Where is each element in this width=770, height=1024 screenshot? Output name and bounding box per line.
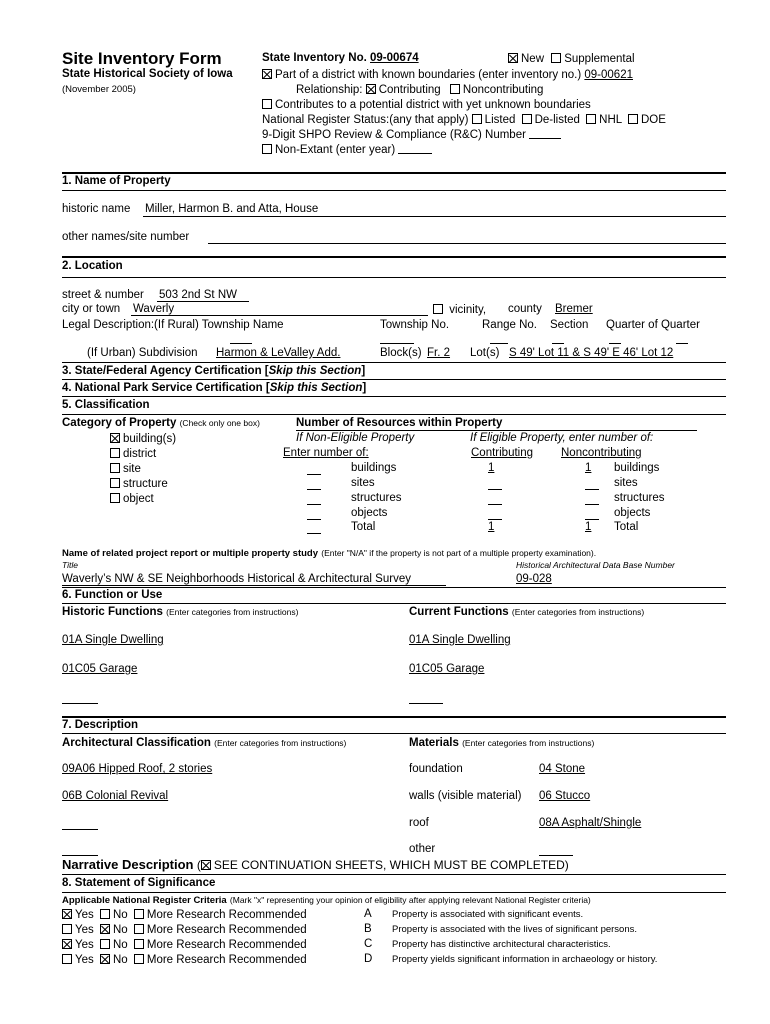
historic-function-3-field[interactable] [62,703,98,704]
historic-name-value[interactable]: Miller, Harmon B. and Atta, House [145,203,319,215]
criterion-b-text: Property is associated with the lives of significant persons. [392,924,638,935]
street-value[interactable]: 503 2nd St NW [159,289,237,301]
current-functions-hint: (Enter categories from instructions) [511,607,645,617]
b-no-checkbox[interactable] [100,924,110,934]
range-no-field[interactable] [490,343,508,344]
nonextant-checkbox[interactable] [262,144,272,154]
inventory-number[interactable]: 09-00674 [370,52,419,64]
criterion-a-letter: A [364,908,372,920]
historic-functions-row [62,607,298,619]
structure-checkbox[interactable] [110,478,120,488]
s1-heading: 1. Name of Property [62,175,171,187]
criterion-a-text: Property is associated with significant events. [392,909,584,920]
vicinity-checkbox[interactable] [433,304,443,314]
narrative-row: Narrative Description ( SEE CONTINUATION SHEETS, WHICH MUST BE COMPLETED) [62,857,569,872]
row-sites: sites [351,477,375,489]
nr-status-row [262,114,666,127]
contributing-structures-field[interactable] [488,504,502,505]
township-no-field[interactable] [380,343,414,344]
listed-label: Listed [484,114,516,126]
relationship-label: Relationship: [296,84,363,96]
criteria-hint: (Mark "x" representing your opinion of eligibility after applying relevant National Register criteria) [229,895,591,905]
current-function-3-field[interactable] [409,703,443,704]
criterion-c-text: Property has distinctive architectural characteristics. [392,939,611,950]
title-label: Title [62,560,78,570]
db-number-value[interactable]: 09-028 [516,573,552,585]
street-label: street & number [62,289,144,301]
section-label: Section [550,319,589,331]
cat-district[interactable]: district [110,448,156,461]
elig-row-total: Total [614,521,639,533]
arch-class-hint: (Enter categories from instructions) [214,738,347,748]
contributing-objects-field[interactable] [488,519,502,520]
site-checkbox[interactable] [110,463,120,473]
noncontributing-checkbox[interactable] [450,84,460,94]
divider [62,716,726,718]
object-checkbox[interactable] [110,493,120,503]
category-label: Category of Property [62,417,177,429]
noneligible-sites-field[interactable] [307,489,321,490]
d-yes-checkbox[interactable] [62,954,72,964]
c-yes-checkbox[interactable] [62,939,72,949]
db-number-label: Historical Architectural Data Base Number [516,560,675,570]
legal-label: Legal Description:(If Rural) Township Name [62,319,284,331]
a-yes-checkbox[interactable] [62,909,72,919]
narrative-text: SEE CONTINUATION SHEETS, WHICH MUST BE COMPLETED) [213,858,569,872]
urban-label: (If Urban) Subdivision [87,347,198,359]
city-line [131,315,428,316]
s4-heading: 4. National Park Service Certification [Skip this Section] [62,382,367,394]
cat-object[interactable]: object [110,493,154,506]
divider [62,277,726,278]
resources-line [296,430,697,431]
other-material-label: other [409,843,436,855]
district-text: Part of a district with known boundaries (enter inventory no.) [275,69,582,81]
vicinity-row [433,304,486,317]
cat-site[interactable]: site [110,463,141,476]
historic-name-line [143,216,726,217]
elig-row-structures: structures [614,492,665,504]
vicinity-label: vicinity, [449,304,487,316]
noncontributing-buildings-value[interactable]: 1 [585,462,592,474]
block-value[interactable]: Fr. 2 [427,347,451,359]
city-value[interactable]: Waverly [133,303,175,315]
d-more-checkbox[interactable] [134,954,144,964]
noncontributing-label: Noncontributing [462,84,544,96]
contributing-label: Contributing [378,84,441,96]
a-no-checkbox[interactable] [100,909,110,919]
nhl-label: NHL [599,114,622,126]
supplemental-label: Supplemental [564,53,635,65]
subdivision-value[interactable]: Harmon & LeValley Add. [216,347,341,359]
criterion-d-options: Yes No More Research Recommended [62,954,307,967]
range-no-label: Range No. [482,319,537,331]
criterion-b-letter: B [364,923,372,935]
study-title-value[interactable]: Waverly’s NW & SE Neighborhoods Historical & Architectural Survey [62,573,411,585]
narrative-label: Narrative Description [62,857,194,872]
city-label: city or town [62,303,121,315]
criteria-label: Applicable National Register Criteria [62,895,227,906]
c-no-checkbox[interactable] [100,939,110,949]
doe-checkbox[interactable] [628,114,638,124]
noncontributing-sites-field[interactable] [585,489,599,490]
related-study-hint: (Enter "N/A" if the property is not part of a multiple property examination). [321,548,597,558]
arch-class-4-field[interactable] [62,855,98,856]
non-eligible-label: If Non-Eligible Property [296,432,415,444]
related-study-label: Name of related project report or multiple property study [62,548,319,559]
current-functions-label: Current Functions [409,606,509,618]
row-structures: structures [351,492,402,504]
row-total: Total [351,521,376,533]
nhl-checkbox[interactable] [586,114,596,124]
s7-heading: 7. Description [62,719,139,731]
walls-label: walls (visible material) [409,790,522,802]
other-material-field[interactable] [539,855,573,856]
shpo-label: 9-Digit SHPO Review & Compliance (R&C) Number [262,129,526,141]
shpo-row [262,129,561,142]
elig-row-buildings: buildings [614,462,660,474]
criterion-a-options: Yes No More Research Recommended [62,909,307,922]
contributing-total-value[interactable]: 1 [488,521,495,533]
criterion-d-letter: D [364,953,373,965]
foundation-label: foundation [409,763,463,775]
divider [62,892,726,893]
quarter-field[interactable] [609,343,621,344]
nonextant-row [262,144,432,157]
divider [62,379,726,380]
divider [62,414,726,415]
district-checkbox[interactable] [262,69,272,79]
quarter-label: Quarter of Quarter [606,319,700,331]
study-title-line [62,585,446,586]
contributing-col-label: Contributing [471,447,534,459]
b-more-checkbox[interactable] [134,924,144,934]
inventory-number-row [262,53,419,65]
criterion-c-letter: C [364,938,373,950]
category-hint: (Check only one box) [179,418,260,428]
potential-district-label: Contributes to a potential district with yet unknown boundaries [275,99,591,111]
arch-class-label: Architectural Classification [62,737,211,749]
county-value[interactable]: Bremer [555,303,593,315]
section-field[interactable] [552,343,564,344]
potential-district-row [262,99,591,112]
township-no-label: Township No. [380,319,450,331]
county-label: county [508,303,542,315]
new-checkbox[interactable] [508,53,518,63]
arch-class-2[interactable]: 06B Colonial Revival [62,790,169,802]
c-more-checkbox[interactable] [134,939,144,949]
other-names-line[interactable] [208,243,726,244]
criterion-d-text: Property yields significant information in archaeology or history. [392,954,658,965]
historic-name-label: historic name [62,203,131,215]
delisted-label: De-listed [534,114,580,126]
materials-label: Materials [409,737,459,749]
shpo-field[interactable] [529,129,561,139]
elig-row-sites: sites [614,477,638,489]
a-more-checkbox[interactable] [134,909,144,919]
divider [62,603,726,604]
roof-label: roof [409,817,429,829]
noneligible-total-field[interactable] [307,533,321,534]
form-title: Site Inventory Form [62,49,222,68]
noneligible-buildings-field[interactable] [307,474,321,475]
cat-structure[interactable]: structure [110,478,168,491]
criterion-c-options: Yes No More Research Recommended [62,939,307,952]
current-functions-row [409,607,644,619]
criteria-row [62,895,591,907]
divider [62,733,726,734]
nonextant-year-field[interactable] [398,144,432,154]
historic-functions-label: Historic Functions [62,606,163,618]
eligible-label: If Eligible Property, enter number of: [470,432,654,444]
s8-heading: 8. Statement of Significance [62,877,216,889]
enter-number-label: Enter number of: [283,447,369,459]
divider [62,172,726,174]
nr-status-label: National Register Status:(any that apply) [262,114,469,126]
noneligible-structures-field[interactable] [307,504,321,505]
noncontributing-col-label: Noncontributing [561,447,642,459]
s3-heading: 3. State/Federal Agency Certification [Skip this Section] [62,365,366,377]
contributing-buildings-value[interactable]: 1 [488,462,495,474]
supplemental-checkbox[interactable] [551,53,561,63]
walls-value[interactable]: 06 Stucco [539,790,591,802]
divider [62,362,726,363]
listed-checkbox[interactable] [472,114,482,124]
of-quarter-field[interactable] [676,343,688,344]
arch-class-row [62,738,346,750]
d-no-checkbox[interactable] [100,954,110,964]
doe-label: DOE [640,114,666,126]
arch-class-3-field[interactable] [62,829,98,830]
narrative-checkbox[interactable] [201,860,211,870]
b-yes-checkbox[interactable] [62,924,72,934]
historic-function-2[interactable]: 01C05 Garage [62,663,138,675]
category-row [62,418,260,430]
elig-row-objects: objects [614,507,651,519]
inventory-label: State Inventory No. [262,52,367,64]
materials-hint: (Enter categories from instructions) [462,738,595,748]
foundation-value[interactable]: 04 Stone [539,763,586,775]
divider [62,256,726,258]
potential-district-checkbox[interactable] [262,99,272,109]
new-label: New [521,53,545,65]
divider [62,587,726,588]
lot-value[interactable]: S 49' Lot 11 & S 49' E 46' Lot 12 [509,347,674,359]
current-function-2[interactable]: 01C05 Garage [409,663,485,675]
historic-function-1[interactable]: 01A Single Dwelling [62,634,164,646]
lot-label: Lot(s) [470,347,500,359]
contributing-sites-field[interactable] [488,489,502,490]
noneligible-objects-field[interactable] [307,519,321,520]
org-name: State Historical Society of Iowa [62,68,233,80]
block-label: Block(s) [380,347,422,359]
row-objects: objects [351,507,388,519]
district-cat-checkbox[interactable] [110,448,120,458]
materials-row [409,738,594,750]
noncontributing-total-value[interactable]: 1 [585,521,592,533]
divider [62,874,726,875]
arch-class-1[interactable]: 09A06 Hipped Roof, 2 stories [62,763,213,775]
divider [62,190,726,191]
district-number[interactable]: 09-00621 [584,69,633,81]
current-function-1[interactable]: 01A Single Dwelling [409,634,511,646]
historic-functions-hint: (Enter categories from instructions) [166,607,299,617]
other-names-label: other names/site number [62,231,190,243]
s2-heading: 2. Location [62,260,123,272]
contributing-checkbox[interactable] [366,84,376,94]
noncontributing-structures-field[interactable] [585,504,599,505]
s6-heading: 6. Function or Use [62,589,163,601]
new-supplemental-row [508,53,635,66]
township-name-field[interactable] [230,343,252,344]
form-date: (November 2005) [62,84,136,95]
nonextant-label: Non-Extant (enter year) [275,144,396,156]
building-checkbox[interactable] [110,433,120,443]
row-buildings: buildings [351,462,397,474]
s5-heading: 5. Classification [62,399,150,411]
resources-heading: Number of Resources within Property [296,417,503,429]
street-line [157,301,249,302]
district-row [262,69,633,82]
criterion-b-options: Yes No More Research Recommended [62,924,307,937]
relationship-row [296,84,543,97]
roof-value[interactable]: 08A Asphalt/Shingle [539,817,642,829]
cat-building[interactable]: building(s) [110,433,176,446]
related-study-row [62,548,596,560]
divider [62,396,726,397]
delisted-checkbox[interactable] [522,114,532,124]
noncontributing-objects-field[interactable] [585,519,599,520]
